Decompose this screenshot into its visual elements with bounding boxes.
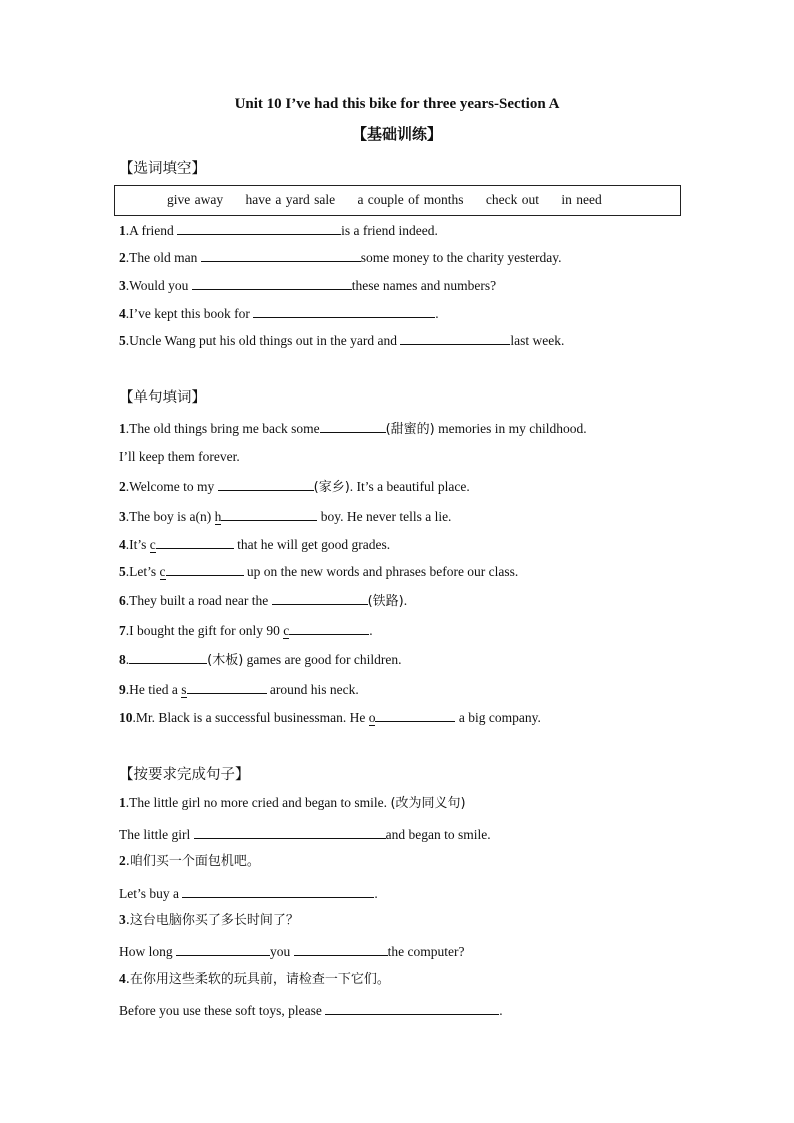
- question-text: .The little girl no more cried and began to smile.: [125, 795, 391, 810]
- section-heading-complete-sentences: 【按要求完成句子】: [119, 767, 250, 783]
- question-text: is a friend indeed.: [341, 223, 438, 238]
- question-number: 3: [119, 912, 126, 927]
- word-bank-item: a couple of months: [357, 192, 464, 207]
- question-number: 4: [119, 537, 126, 552]
- question-text: .Welcome to my: [125, 479, 215, 494]
- answer-blank[interactable]: [187, 679, 267, 694]
- chinese-hint: (甜蜜的): [385, 422, 435, 437]
- chinese-prompt: .这台电脑你买了多长时间了？: [125, 913, 299, 928]
- answer-blank[interactable]: [218, 476, 314, 491]
- answer-text: How long: [119, 944, 173, 959]
- answer-blank[interactable]: [201, 247, 361, 262]
- answer-blank[interactable]: [194, 824, 386, 839]
- answer-blank[interactable]: [192, 275, 352, 290]
- answer-blank[interactable]: [272, 590, 368, 605]
- chinese-hint: (家乡): [313, 480, 350, 495]
- question-text: memories in my childhood.: [434, 421, 587, 436]
- question-s3-4: [119, 970, 390, 989]
- question-s1-1: [119, 220, 438, 240]
- page-title: Unit 10 I’ve had this bike for three years-Section A: [234, 96, 560, 112]
- question-s3-3: [119, 911, 299, 930]
- answer-blank[interactable]: [289, 620, 369, 635]
- question-text: . It’s a beautiful place.: [349, 479, 470, 494]
- question-number: 3: [119, 278, 126, 293]
- answer-s3-3: [119, 941, 464, 961]
- question-text: .I’ve kept this book for: [125, 306, 250, 321]
- question-text: .I bought the gift for only 90: [125, 623, 280, 638]
- question-s2-3: [119, 506, 451, 526]
- answer-text: and began to smile.: [385, 827, 491, 842]
- question-s1-3: [119, 275, 496, 295]
- word-bank-box: [114, 185, 681, 216]
- word-bank-item: in need: [561, 192, 602, 207]
- chinese-hint: (改为同义句): [390, 796, 466, 811]
- question-text: .The boy is a(n): [125, 509, 212, 524]
- answer-blank[interactable]: [320, 418, 386, 433]
- answer-text: .: [374, 886, 378, 901]
- question-s2-6: [119, 590, 407, 611]
- page-subtitle: 【基础训练】: [351, 125, 442, 143]
- question-text: .Let’s: [125, 564, 157, 579]
- question-number: 4: [119, 306, 126, 321]
- question-s3-1: [119, 794, 466, 813]
- question-text: .: [403, 593, 408, 608]
- answer-blank[interactable]: [221, 506, 317, 521]
- answer-text: Before you use these soft toys, please: [119, 1003, 322, 1018]
- word-bank-item: give away: [167, 192, 224, 207]
- question-text: .They built a road near the: [125, 593, 269, 608]
- question-s1-2: [119, 247, 562, 267]
- answer-text: Let’s buy a: [119, 886, 179, 901]
- chinese-hint: (铁路): [367, 594, 404, 609]
- question-text: some money to the charity yesterday.: [360, 250, 562, 265]
- question-s2-1-continued: I’ll keep them forever.: [119, 449, 240, 464]
- question-text: games are good for children.: [243, 652, 402, 667]
- question-s2-10: [119, 707, 541, 727]
- question-s2-4: [119, 534, 390, 554]
- question-text: boy. He never tells a lie.: [317, 509, 452, 524]
- answer-blank[interactable]: [294, 941, 388, 956]
- answer-text: .: [499, 1003, 503, 1018]
- question-number: 3: [119, 509, 126, 524]
- question-s2-8: [119, 649, 401, 670]
- answer-blank[interactable]: [166, 561, 244, 576]
- answer-text: you: [270, 944, 291, 959]
- answer-blank[interactable]: [176, 941, 270, 956]
- question-number: 7: [119, 623, 126, 638]
- answer-blank[interactable]: [129, 649, 207, 664]
- answer-text: the computer?: [387, 944, 465, 959]
- question-text: .It’s: [125, 537, 147, 552]
- question-number: 6: [119, 593, 126, 608]
- answer-blank[interactable]: [325, 1000, 499, 1015]
- question-number: 5: [119, 564, 126, 579]
- answer-blank[interactable]: [177, 220, 341, 235]
- question-number: 2: [119, 853, 126, 868]
- answer-text: The little girl: [119, 827, 191, 842]
- answer-blank[interactable]: [400, 330, 510, 345]
- question-s2-2: [119, 476, 470, 497]
- question-number: 8: [119, 652, 126, 667]
- word-bank-item: check out: [485, 192, 540, 207]
- question-text: .Uncle Wang put his old things out in the yard and: [125, 333, 398, 348]
- answer-blank[interactable]: [156, 534, 234, 549]
- initial-letter: c: [283, 623, 290, 638]
- question-text: .He tied a: [125, 682, 178, 697]
- answer-blank[interactable]: [375, 707, 455, 722]
- question-text: last week.: [510, 333, 565, 348]
- question-text: .A friend: [125, 223, 174, 238]
- question-s2-1: [119, 418, 587, 439]
- question-number: 10: [119, 710, 133, 725]
- initial-letter: h: [214, 509, 222, 524]
- question-text: .Mr. Black is a successful businessman. He: [132, 710, 366, 725]
- question-number: 1: [119, 421, 126, 436]
- answer-s3-2: [119, 883, 378, 903]
- initial-letter: s: [181, 682, 187, 697]
- question-text: .Would you: [125, 278, 189, 293]
- question-s3-2: [119, 852, 260, 871]
- question-number: 9: [119, 682, 126, 697]
- question-text: .: [435, 306, 439, 321]
- question-s1-5: [119, 330, 564, 350]
- answer-s3-1: [119, 824, 491, 844]
- initial-letter: o: [368, 710, 376, 725]
- question-number: 2: [119, 479, 126, 494]
- question-text: .: [369, 623, 373, 638]
- question-s2-7: [119, 620, 373, 640]
- chinese-hint: (木板): [207, 653, 244, 668]
- question-number: 2: [119, 250, 126, 265]
- question-number: 4: [119, 971, 126, 986]
- question-text: .The old man: [125, 250, 198, 265]
- answer-blank[interactable]: [182, 883, 374, 898]
- initial-letter: c: [149, 537, 156, 552]
- word-bank-item: have a yard sale: [245, 192, 336, 207]
- question-number: 1: [119, 795, 126, 810]
- question-text: a big company.: [455, 710, 541, 725]
- section-heading-word-choice: 【选词填空】: [119, 161, 206, 177]
- question-text: around his neck.: [266, 682, 359, 697]
- question-s1-4: [119, 303, 439, 323]
- answer-s3-4: [119, 1000, 503, 1020]
- question-number: 5: [119, 333, 126, 348]
- initial-letter: c: [159, 564, 166, 579]
- answer-blank[interactable]: [253, 303, 435, 318]
- chinese-prompt: .咱们买一个面包机吧。: [125, 854, 260, 869]
- question-s2-9: [119, 679, 359, 699]
- question-text: .: [125, 652, 130, 667]
- question-text: up on the new words and phrases before our class.: [243, 564, 519, 579]
- question-text: these names and numbers?: [351, 278, 497, 293]
- section-heading-fill-words: 【单句填词】: [119, 390, 206, 406]
- question-s2-5: [119, 561, 518, 581]
- question-number: 1: [119, 223, 126, 238]
- question-text: that he will get good grades.: [233, 537, 391, 552]
- question-text: .The old things bring me back some: [125, 421, 320, 436]
- chinese-prompt: .在你用这些柔软的玩具前，请检查一下它们。: [125, 972, 390, 987]
